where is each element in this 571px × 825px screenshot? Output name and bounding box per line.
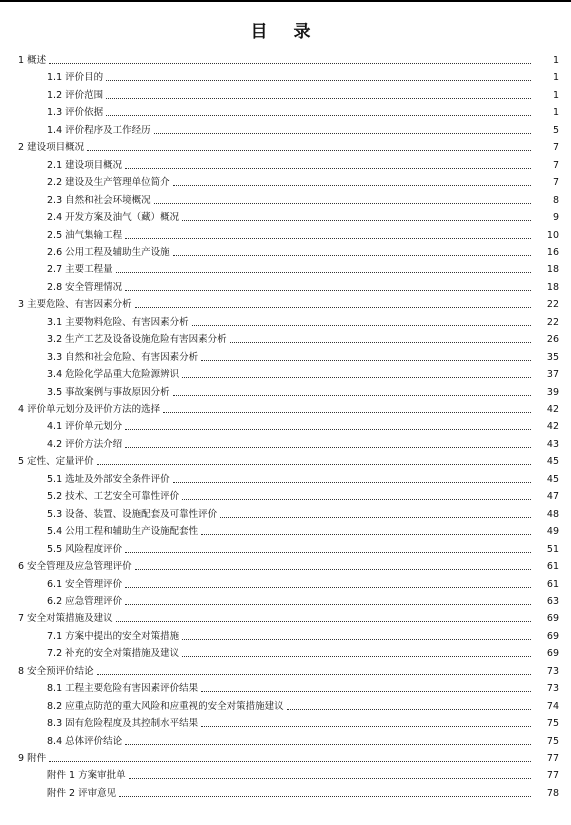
toc-entry-label: 8 安全预评价结论	[18, 665, 94, 677]
toc-chapter-entry[interactable]	[0, 50, 571, 67]
dot-leader	[154, 132, 531, 134]
toc-page-number: 16	[546, 246, 559, 258]
dot-leader	[135, 306, 531, 308]
toc-entry-label: 3.3 自然和社会危险、有害因素分析	[47, 351, 199, 363]
dot-leader	[125, 237, 531, 239]
toc-entry-label: 3.5 事故案例与事故原因分析	[47, 386, 170, 398]
toc-page-number: 5	[552, 124, 559, 136]
toc-entry-label: 附件 2 评审意见	[47, 787, 117, 799]
toc-section-entry[interactable]	[0, 486, 571, 503]
dot-leader	[201, 533, 531, 535]
toc-page-number: 61	[546, 561, 559, 573]
toc-section-entry[interactable]	[0, 521, 571, 538]
toc-section-entry[interactable]	[0, 190, 571, 207]
toc-entry-label: 3.2 生产工艺及设备设施危险有害因素分析	[47, 334, 227, 346]
toc-page-number: 73	[546, 683, 559, 695]
toc-entry-label: 2.8 安全管理情况	[47, 281, 123, 293]
toc-section-entry[interactable]	[0, 225, 571, 242]
toc-section-entry[interactable]	[0, 242, 571, 259]
toc-chapter-entry[interactable]	[0, 294, 571, 311]
toc-entry-label: 4.2 评价方法介绍	[47, 438, 123, 450]
toc-page-number: 1	[552, 107, 559, 119]
toc-entry-label: 2.4 开发方案及油气（藏）概况	[47, 212, 180, 224]
toc-page-number: 35	[546, 351, 559, 363]
toc-section-entry[interactable]	[0, 574, 571, 591]
dot-leader	[125, 743, 531, 745]
dot-leader	[192, 324, 531, 326]
dot-leader	[125, 167, 531, 169]
toc-page-number: 69	[546, 613, 559, 625]
toc-page-number: 7	[552, 177, 559, 189]
toc-entry-label: 1.2 评价范围	[47, 89, 104, 101]
toc-chapter-entry[interactable]	[0, 399, 571, 416]
toc-page-number: 43	[546, 438, 559, 450]
dot-leader	[125, 586, 531, 588]
dot-leader	[173, 254, 531, 256]
dot-leader	[201, 725, 531, 727]
toc-page-number: 73	[546, 665, 559, 677]
toc-page-number: 9	[552, 212, 559, 224]
toc-section-entry[interactable]	[0, 85, 571, 102]
toc-entry-label: 1.3 评价依据	[47, 107, 104, 119]
toc-entry-label: 2.5 油气集输工程	[47, 229, 123, 241]
toc-section-entry[interactable]	[0, 207, 571, 224]
dot-leader	[97, 463, 531, 465]
dot-leader	[125, 603, 531, 605]
dot-leader	[87, 149, 531, 151]
dot-leader	[135, 568, 531, 570]
toc-entry-label: 2.3 自然和社会环境概况	[47, 194, 151, 206]
toc-chapter-entry[interactable]	[0, 451, 571, 468]
toc-entry-label: 8.3 固有危险程度及其控制水平结果	[47, 718, 199, 730]
toc-entry-label: 8.1 工程主要危险有害因素评价结果	[47, 683, 199, 695]
toc-page-number: 69	[546, 630, 559, 642]
toc-page-number: 75	[546, 718, 559, 730]
toc-page-number: 7	[552, 142, 559, 154]
toc-entry-label: 1.4 评价程序及工作经历	[47, 124, 151, 136]
toc-entry-label: 5.4 公用工程和辅助生产设施配套性	[47, 526, 199, 538]
toc-section-entry[interactable]	[0, 172, 571, 189]
toc-page-number: 48	[546, 508, 559, 520]
toc-section-entry[interactable]	[0, 783, 571, 800]
toc-section-entry[interactable]	[0, 504, 571, 521]
toc-entry-label: 2.6 公用工程及辅助生产设施	[47, 246, 170, 258]
dot-leader	[182, 498, 531, 500]
dot-leader	[125, 428, 531, 430]
toc-section-entry[interactable]	[0, 312, 571, 329]
dot-leader	[220, 516, 531, 518]
toc-section-entry[interactable]	[0, 347, 571, 364]
dot-leader	[201, 359, 531, 361]
dot-leader	[49, 62, 531, 64]
dot-leader	[119, 795, 531, 797]
toc-section-entry[interactable]	[0, 731, 571, 748]
dot-leader	[116, 620, 531, 622]
toc-page-number: 1	[552, 55, 559, 66]
toc-entry-label: 6.2 应急管理评价	[47, 595, 123, 607]
toc-section-entry[interactable]	[0, 102, 571, 119]
page-title: 目 录	[250, 22, 321, 42]
dot-leader	[182, 655, 531, 657]
toc-section-entry[interactable]	[0, 591, 571, 608]
toc-section-entry[interactable]	[0, 765, 571, 782]
toc-section-entry[interactable]	[0, 643, 571, 660]
toc-page-number: 26	[546, 334, 559, 346]
toc-entry-label: 附件 1 方案审批单	[47, 770, 126, 782]
dot-leader	[125, 551, 531, 553]
toc-page-number: 37	[546, 369, 559, 381]
toc-section-entry[interactable]	[0, 713, 571, 730]
toc-page-number: 42	[546, 421, 559, 433]
toc-section-entry[interactable]	[0, 539, 571, 556]
toc-page-number: 42	[546, 404, 559, 415]
dot-leader	[125, 446, 531, 448]
top-rule	[0, 0, 571, 2]
toc-entry-label: 7.2 补充的安全对策措施及建议	[47, 648, 180, 660]
toc-page-number: 45	[546, 456, 559, 468]
toc-chapter-entry[interactable]	[0, 556, 571, 573]
toc-page-number: 63	[546, 595, 559, 607]
toc-section-entry[interactable]	[0, 67, 571, 84]
toc-page-number: 45	[546, 473, 559, 485]
toc-section-entry[interactable]	[0, 155, 571, 172]
toc-section-entry[interactable]	[0, 469, 571, 486]
dot-leader	[201, 690, 531, 692]
toc-entry-label: 7 安全对策措施及建议	[18, 613, 113, 625]
dot-leader	[173, 184, 531, 186]
toc-page-number: 39	[546, 386, 559, 398]
toc-chapter-entry[interactable]	[0, 748, 571, 765]
toc-page-number: 1	[552, 89, 559, 101]
toc-page-number: 77	[546, 770, 559, 782]
toc-page-number: 74	[546, 700, 559, 712]
toc-page-number: 22	[546, 316, 559, 328]
toc-section-entry[interactable]	[0, 678, 571, 695]
toc-entry-label: 5.5 风险程度评价	[47, 543, 123, 555]
toc-entry-label: 7.1 方案中提出的安全对策措施	[47, 630, 180, 642]
toc-section-entry[interactable]	[0, 434, 571, 451]
dot-leader	[97, 673, 531, 675]
dot-leader	[230, 341, 531, 343]
toc-page-number: 49	[546, 526, 559, 538]
dot-leader	[106, 79, 531, 81]
toc-page-number: 51	[546, 543, 559, 555]
toc-entry-label: 3.1 主要物料危险、有害因素分析	[47, 316, 189, 328]
dot-leader	[182, 638, 531, 640]
toc-section-entry[interactable]	[0, 416, 571, 433]
toc-entry-label: 3 主要危险、有害因素分析	[18, 299, 132, 311]
dot-leader	[287, 708, 531, 710]
toc-section-entry[interactable]	[0, 329, 571, 346]
dot-leader	[116, 271, 531, 273]
toc-entry-label: 5.3 设备、装置、设施配套及可靠性评价	[47, 508, 218, 520]
dot-leader	[106, 114, 531, 116]
toc-entry-label: 1.1 评价目的	[47, 72, 104, 84]
toc-page-number: 7	[552, 159, 559, 171]
dot-leader	[106, 97, 531, 99]
dot-leader	[49, 760, 531, 762]
toc-section-entry[interactable]	[0, 364, 571, 381]
toc-section-entry[interactable]	[0, 382, 571, 399]
toc-page-number: 18	[546, 281, 559, 293]
dot-leader	[173, 394, 531, 396]
toc-chapter-entry[interactable]	[0, 661, 571, 678]
toc-entry-label: 8.4 总体评价结论	[47, 735, 123, 747]
toc-entry-label: 4.1 评价单元划分	[47, 421, 123, 433]
toc-entry-label: 5.2 技术、工艺安全可靠性评价	[47, 491, 180, 503]
toc-page-number: 77	[546, 753, 559, 764]
toc-page-number: 1	[552, 72, 559, 84]
toc-entry-label: 1 概述	[18, 55, 47, 66]
dot-leader	[163, 411, 531, 413]
toc-section-entry[interactable]	[0, 626, 571, 643]
toc-entry-label: 5.1 选址及外部安全条件评价	[47, 473, 170, 485]
toc-page-number: 22	[546, 299, 559, 311]
toc-section-entry[interactable]	[0, 277, 571, 294]
toc-entry-label: 6.1 安全管理评价	[47, 578, 123, 590]
toc-entry-label: 6 安全管理及应急管理评价	[18, 561, 132, 573]
dot-leader	[125, 289, 531, 291]
dot-leader	[129, 777, 531, 779]
toc-page-number: 61	[546, 578, 559, 590]
toc-page-number: 78	[546, 787, 559, 799]
toc-page-number: 18	[546, 264, 559, 276]
toc-page-number: 47	[546, 491, 559, 503]
toc-entry-label: 3.4 危险化学品重大危险源辨识	[47, 369, 180, 381]
toc-page-number: 10	[546, 229, 559, 241]
dot-leader	[182, 219, 531, 221]
toc-section-entry[interactable]	[0, 696, 571, 713]
toc-entry-label: 2.1 建设项目概况	[47, 159, 123, 171]
toc-entry-label: 4 评价单元划分及评价方法的选择	[18, 404, 161, 415]
toc-entry-label: 2.7 主要工程量	[47, 264, 113, 276]
toc-chapter-entry[interactable]	[0, 608, 571, 625]
toc-entry-label: 9 附件	[18, 753, 47, 764]
toc-entry-label: 5 定性、定量评价	[18, 456, 94, 468]
toc-entry-label: 8.2 应重点防范的重大风险和应重视的安全对策措施建议	[47, 700, 284, 712]
toc-page-number: 75	[546, 735, 559, 747]
toc-page-number: 8	[552, 194, 559, 206]
toc-entry-label: 2 建设项目概况	[18, 142, 85, 154]
toc-page-number: 69	[546, 648, 559, 660]
dot-leader	[173, 481, 531, 483]
toc-entry-label: 2.2 建设及生产管理单位简介	[47, 177, 170, 189]
toc-section-entry[interactable]	[0, 120, 571, 137]
dot-leader	[182, 376, 531, 378]
toc-chapter-entry[interactable]	[0, 137, 571, 154]
toc-section-entry[interactable]	[0, 259, 571, 276]
dot-leader	[154, 202, 531, 204]
